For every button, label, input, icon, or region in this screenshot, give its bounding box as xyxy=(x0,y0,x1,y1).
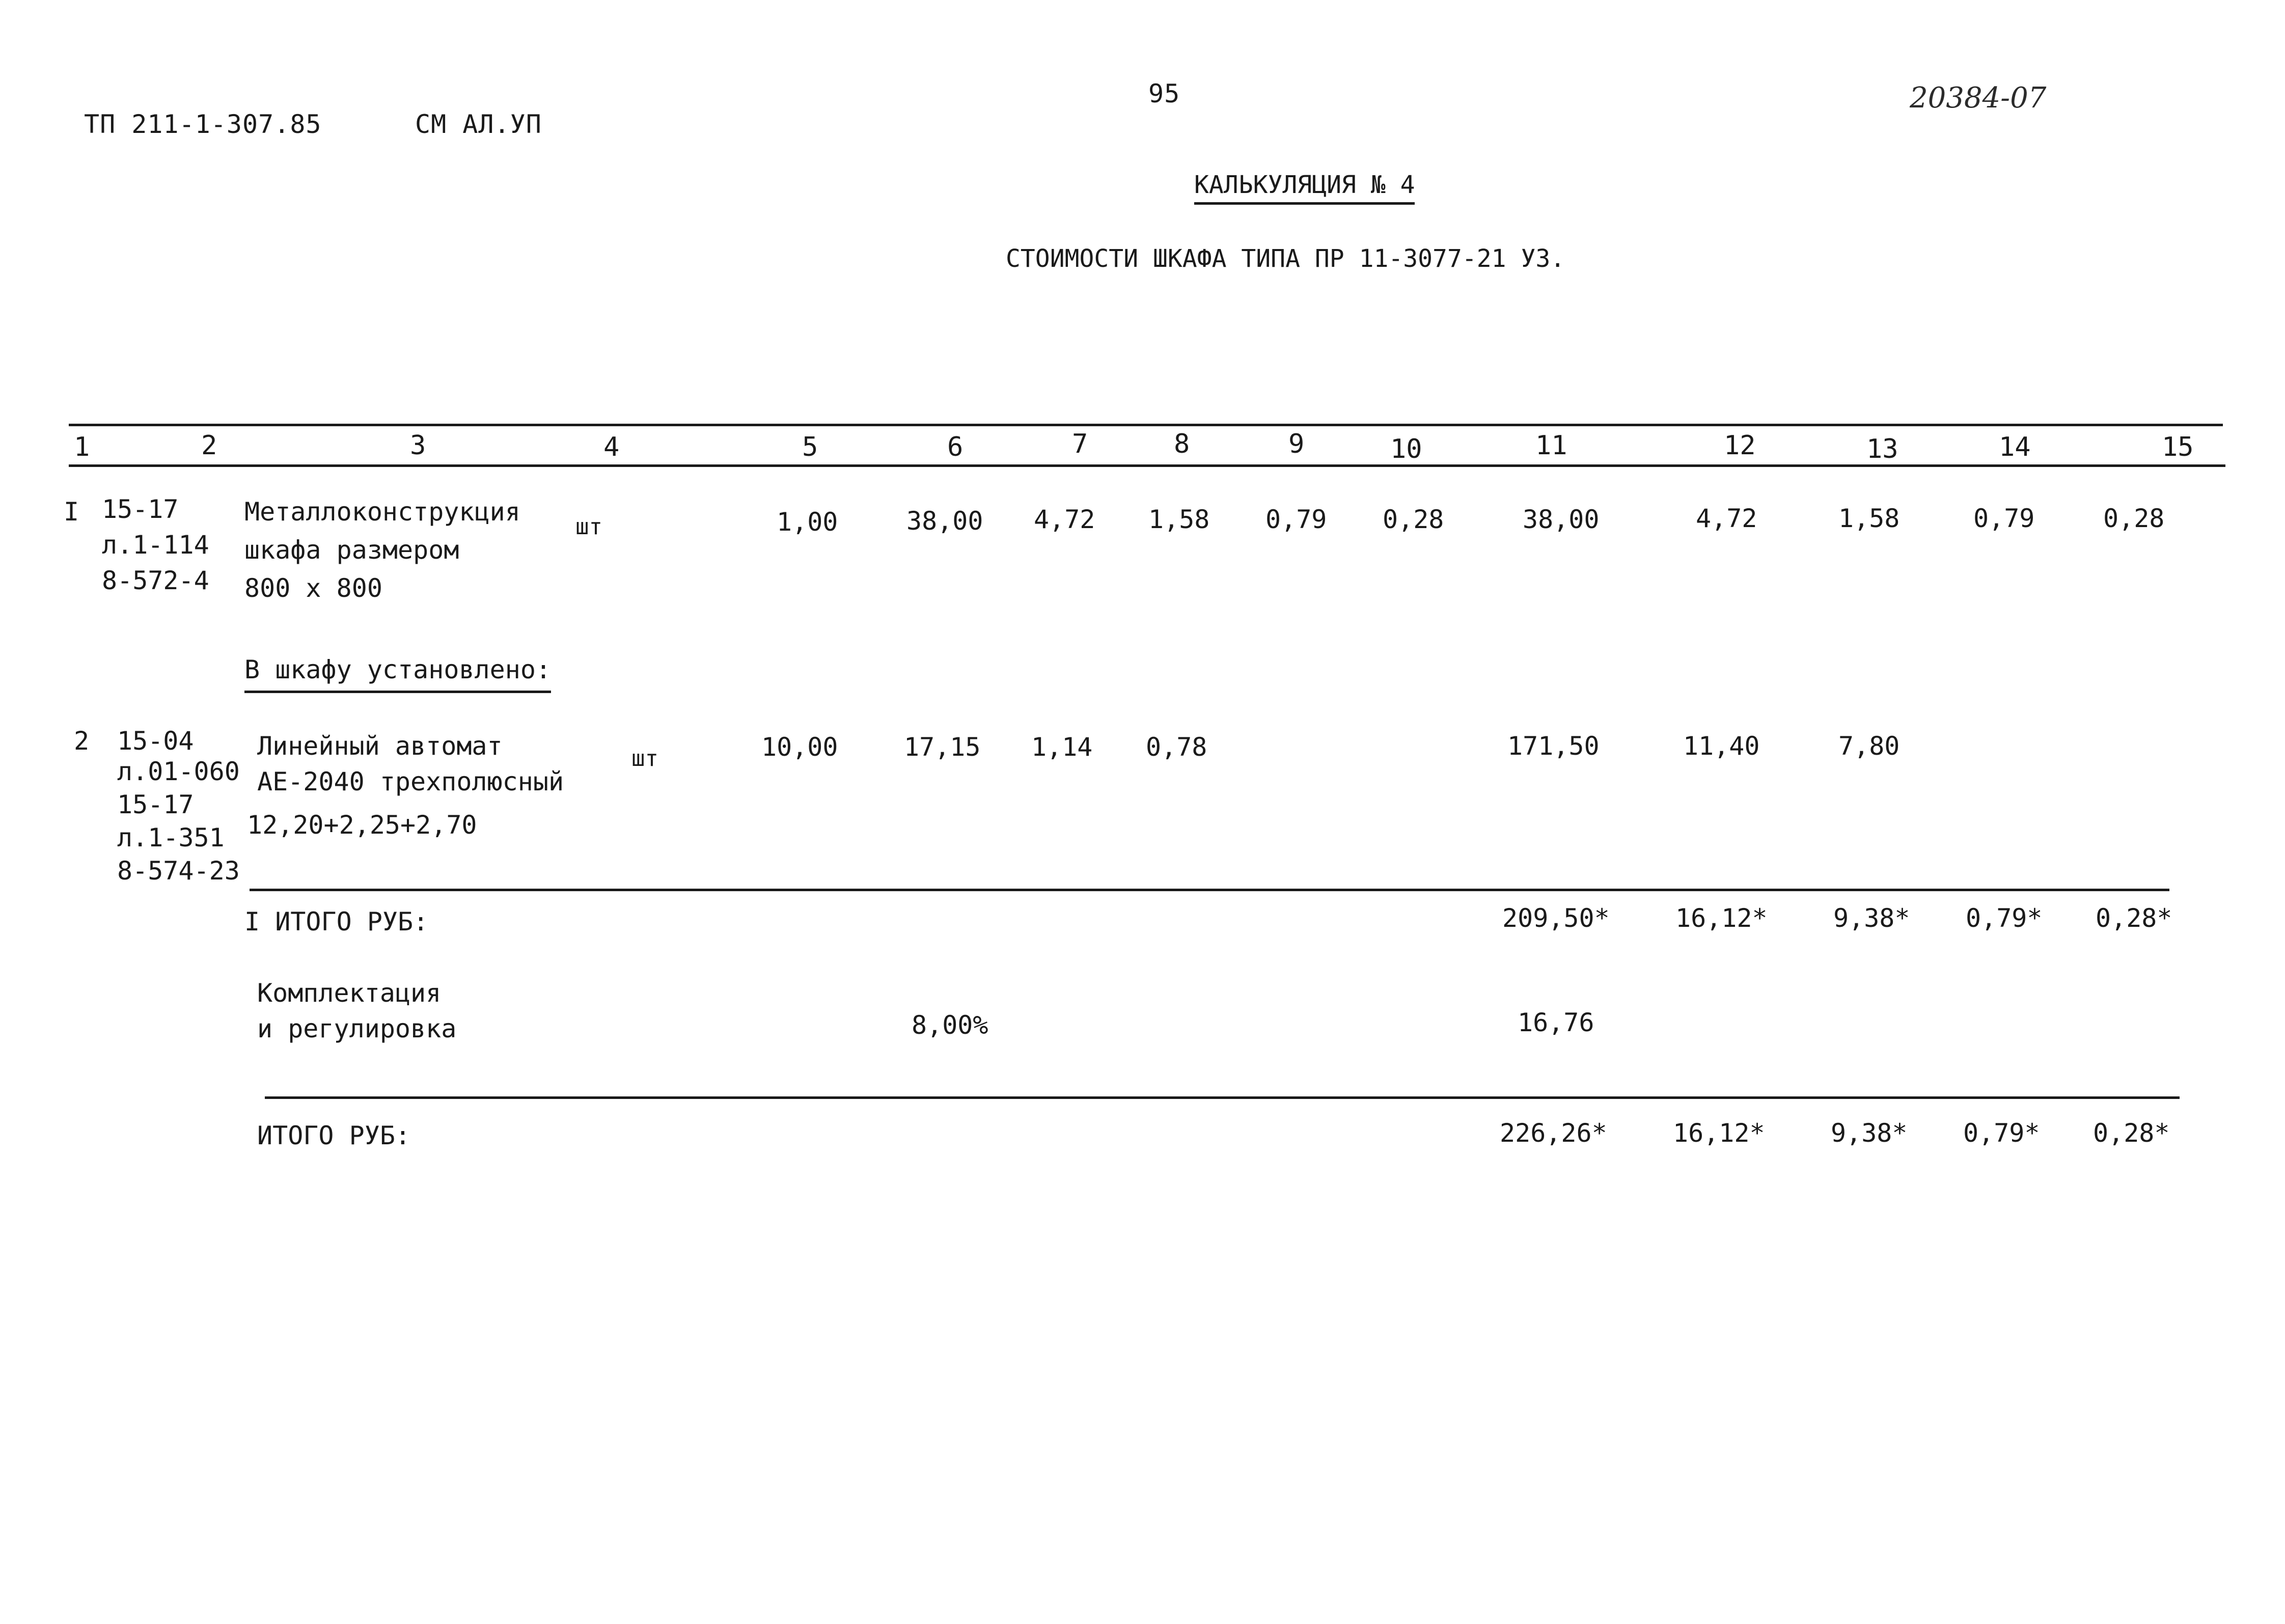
cell-col15: 0,28 xyxy=(2103,504,2165,533)
cell-col10: 0,28 xyxy=(1383,505,1444,534)
total-label: ИТОГО РУБ: xyxy=(257,1121,411,1150)
cell-col6: 17,15 xyxy=(904,732,981,762)
item-name: АЕ-2040 трехполюсный xyxy=(257,767,564,796)
subtotal-label: I ИТОГО РУБ: xyxy=(244,907,429,937)
norm-code: 8-572-4 xyxy=(102,566,209,595)
cell-col14: 0,79* xyxy=(1966,903,2043,933)
cell-col8: 1,58 xyxy=(1148,505,1210,534)
cell-col11: 209,50* xyxy=(1502,903,1610,933)
column-number: 14 xyxy=(1999,432,2031,462)
cell-col12: 11,40 xyxy=(1683,731,1760,761)
cell-col6: 38,00 xyxy=(906,506,983,536)
handwritten-number: 20384-07 xyxy=(1910,81,2047,115)
complectation-label: Комплектация xyxy=(257,978,442,1008)
cell-col12: 16,12* xyxy=(1675,903,1768,933)
page-number: 95 xyxy=(1148,79,1180,108)
norm-code: 8-574-23 xyxy=(117,856,240,886)
complectation-label: и регулировка xyxy=(257,1014,457,1043)
cell-col13: 9,38* xyxy=(1833,903,1910,933)
row-number: I xyxy=(64,497,79,527)
cell-col6: 8,00% xyxy=(912,1010,988,1040)
column-number: 5 xyxy=(802,432,818,462)
section-label: В шкафу установлено: xyxy=(244,652,551,693)
cell-col11: 16,76 xyxy=(1518,1008,1594,1037)
table-header-rule xyxy=(69,464,2225,467)
album-reference: СМ АЛ.УП xyxy=(415,109,542,139)
item-name: Металлоконструкция xyxy=(244,497,520,527)
quantity: 10,00 xyxy=(761,732,838,762)
norm-code: л.1-351 xyxy=(117,823,225,852)
cell-col15: 0,28* xyxy=(2093,1118,2170,1148)
table-top-rule xyxy=(69,424,2223,426)
column-number: 12 xyxy=(1724,430,1756,461)
column-number: 1 xyxy=(74,432,90,462)
column-number: 15 xyxy=(2162,432,2194,462)
column-number: 8 xyxy=(1174,429,1190,459)
cell-col11: 171,50 xyxy=(1507,731,1600,761)
total-rule xyxy=(265,1096,2180,1099)
unit: шт xyxy=(575,514,602,540)
norm-code: 15-17 xyxy=(102,494,179,524)
row-number: 2 xyxy=(74,726,90,756)
subtotal-rule xyxy=(250,889,2169,891)
cell-col12: 16,12* xyxy=(1673,1118,1765,1148)
item-name: Линейный автомат xyxy=(257,731,503,761)
column-number: 7 xyxy=(1072,429,1088,459)
cell-col7: 4,72 xyxy=(1034,505,1095,534)
cell-col14: 0,79* xyxy=(1963,1118,2040,1148)
column-number: 3 xyxy=(410,430,426,461)
calculation-title: КАЛЬКУЛЯЦИЯ № 4 xyxy=(1194,171,1415,205)
item-name: шкафа размером xyxy=(244,535,459,565)
cell-col8: 0,78 xyxy=(1146,732,1207,762)
calculation-subtitle: СТОИМОСТИ ШКАФА ТИПА ПР 11-3077-21 УЗ. xyxy=(1006,244,1565,273)
cell-col7: 1,14 xyxy=(1031,732,1093,762)
cell-col12: 4,72 xyxy=(1696,504,1757,533)
norm-code: 15-17 xyxy=(117,790,194,819)
column-number: 6 xyxy=(947,432,963,462)
item-name: 12,20+2,25+2,70 xyxy=(247,810,477,840)
column-number: 13 xyxy=(1866,434,1898,464)
column-number: 9 xyxy=(1288,429,1305,459)
cell-col14: 0,79 xyxy=(1973,504,2035,533)
cell-col13: 1,58 xyxy=(1838,504,1900,533)
cell-col13: 7,80 xyxy=(1838,731,1900,761)
item-name: 800 x 800 xyxy=(244,573,382,603)
column-number: 10 xyxy=(1390,434,1422,464)
document-code: ТП 211-1-307.85 xyxy=(84,109,322,139)
quantity: 1,00 xyxy=(777,507,838,537)
norm-code: л.1-114 xyxy=(102,530,209,560)
cell-col11: 226,26* xyxy=(1500,1118,1607,1148)
cell-col13: 9,38* xyxy=(1831,1118,1908,1148)
column-number: 4 xyxy=(603,432,620,462)
norm-code: 15-04 xyxy=(117,726,194,756)
column-number: 2 xyxy=(201,430,217,461)
unit: шт xyxy=(631,746,658,772)
cell-col11: 38,00 xyxy=(1523,505,1600,534)
norm-code: л.01-060 xyxy=(117,757,240,786)
cell-col15: 0,28* xyxy=(2096,903,2172,933)
column-number: 11 xyxy=(1535,430,1567,461)
cell-col9: 0,79 xyxy=(1265,505,1327,534)
